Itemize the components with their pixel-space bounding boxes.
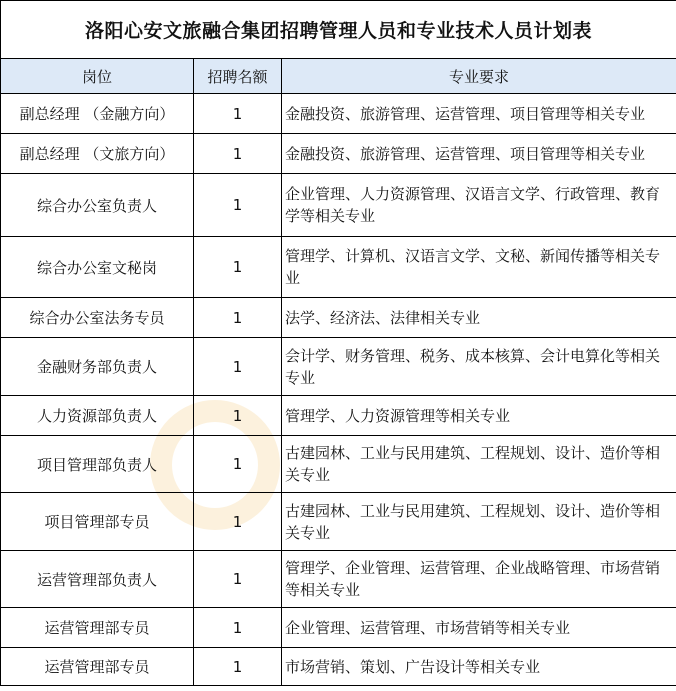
position-cell: 运营管理部专员	[1, 648, 194, 686]
table-row	[1, 134, 676, 174]
table-row	[1, 551, 676, 608]
count-cell: 1	[194, 396, 282, 436]
requirement-cell: 企业管理、人力资源管理、汉语言文学、行政管理、教育学等相关专业	[282, 174, 676, 237]
table-row	[1, 174, 676, 237]
table-row	[1, 338, 676, 396]
count-cell: 1	[194, 493, 282, 551]
position-cell: 综合办公室法务专员	[1, 298, 194, 338]
count-cell: 1	[194, 174, 282, 237]
table-title: 洛阳心安文旅融合集团招聘管理人员和专业技术人员计划表	[1, 1, 676, 59]
position-cell: 项目管理部专员	[1, 493, 194, 551]
table-row	[1, 94, 676, 134]
requirement-cell: 管理学、计算机、汉语言文学、文秘、新闻传播等相关专业	[282, 237, 676, 298]
table-row	[1, 237, 676, 298]
header-position: 岗位	[1, 59, 194, 94]
table-row	[1, 493, 676, 551]
table-row	[1, 608, 676, 648]
requirement-cell: 金融投资、旅游管理、运营管理、项目管理等相关专业	[282, 94, 676, 134]
requirement-cell: 管理学、人力资源管理等相关专业	[282, 396, 676, 436]
requirement-cell: 管理学、企业管理、运营管理、企业战略管理、市场营销等相关专业	[282, 551, 676, 608]
position-cell: 运营管理部负责人	[1, 551, 194, 608]
table-row	[1, 648, 676, 686]
count-cell: 1	[194, 134, 282, 174]
position-cell: 金融财务部负责人	[1, 338, 194, 396]
position-cell: 综合办公室文秘岗	[1, 237, 194, 298]
count-cell: 1	[194, 551, 282, 608]
position-cell: 项目管理部负责人	[1, 436, 194, 493]
table-row	[1, 298, 676, 338]
count-cell: 1	[194, 298, 282, 338]
table-row	[1, 396, 676, 436]
requirement-cell: 市场营销、策划、广告设计等相关专业	[282, 648, 676, 686]
requirement-cell: 古建园林、工业与民用建筑、工程规划、设计、造价等相关专业	[282, 493, 676, 551]
count-cell: 1	[194, 94, 282, 134]
position-cell: 综合办公室负责人	[1, 174, 194, 237]
requirement-cell: 会计学、财务管理、税务、成本核算、会计电算化等相关专业	[282, 338, 676, 396]
position-cell: 人力资源部负责人	[1, 396, 194, 436]
count-cell: 1	[194, 436, 282, 493]
position-cell: 副总经理 （金融方向）	[1, 94, 194, 134]
header-row	[1, 59, 676, 94]
position-cell: 副总经理 （文旅方向）	[1, 134, 194, 174]
requirement-cell: 金融投资、旅游管理、运营管理、项目管理等相关专业	[282, 134, 676, 174]
count-cell: 1	[194, 608, 282, 648]
table-row	[1, 436, 676, 493]
requirement-cell: 古建园林、工业与民用建筑、工程规划、设计、造价等相关专业	[282, 436, 676, 493]
header-requirement: 专业要求	[282, 59, 676, 94]
requirement-cell: 企业管理、运营管理、市场营销等相关专业	[282, 608, 676, 648]
count-cell: 1	[194, 237, 282, 298]
count-cell: 1	[194, 338, 282, 396]
position-cell: 运营管理部专员	[1, 608, 194, 648]
count-cell: 1	[194, 648, 282, 686]
header-count: 招聘名额	[194, 59, 282, 94]
requirement-cell: 法学、经济法、法律相关专业	[282, 298, 676, 338]
